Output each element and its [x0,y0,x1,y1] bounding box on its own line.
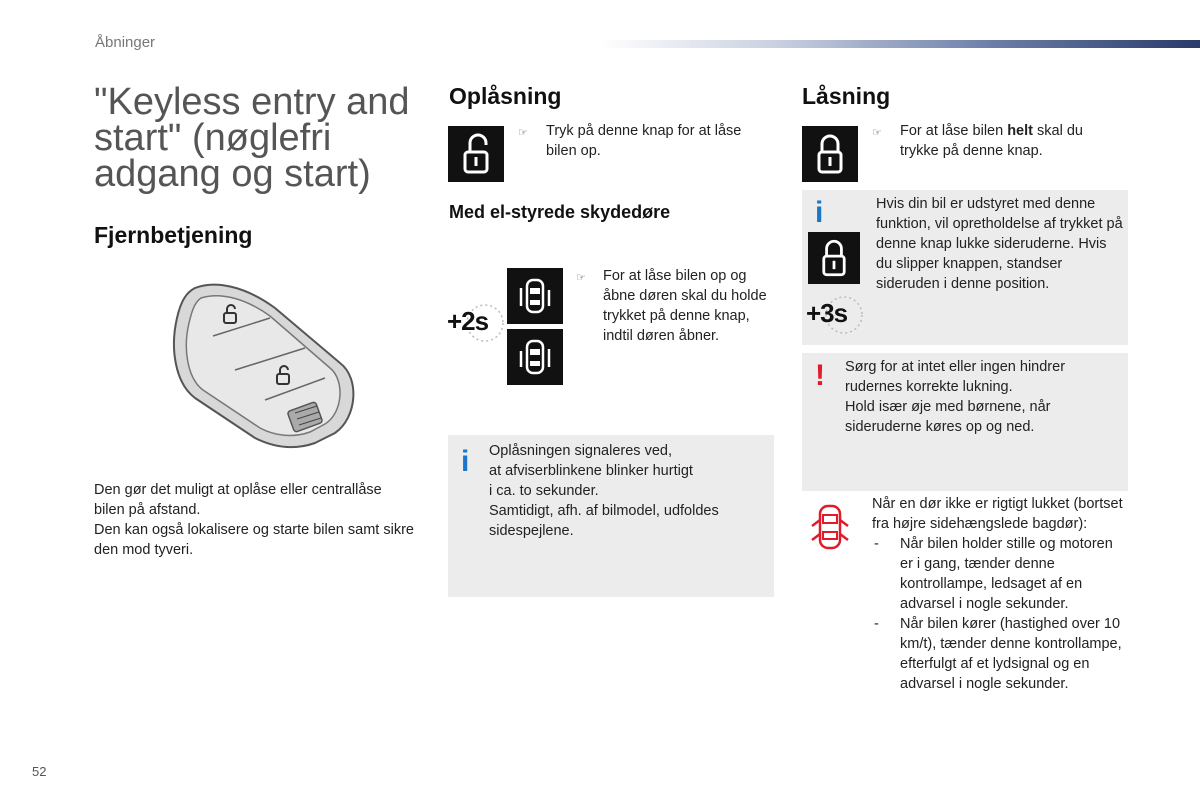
unlock-instruction: Tryk på denne knap for at låse bilen op. [546,123,742,159]
list-item: - Når bilen holder stille og motoren er i gang, tænder denne kontrollampe, ledsaget af en advarsel i nogle sekunder. [872,534,1128,614]
car-doors-icon [507,268,563,324]
lock-instruction-bold: helt [1007,123,1033,139]
door-open-warning-icon [808,500,852,556]
warning-box [802,353,1128,491]
section-label: Åbninger [95,34,156,51]
page-title: "Keyless entry and start" (nøglefri adgang og start) [94,81,410,195]
lock-instruction-pre: For at låse bilen [900,123,1008,139]
sliding-door-instruction: For at låse bilen op og åbne døren skal du holde trykket på denne knap, indtil døren åbner. [603,268,767,344]
bullet-icon: ☞ [518,127,528,139]
sliding-door-button-icon-2 [507,329,563,385]
key-fob-illustration [165,278,365,450]
padlock-open-icon [448,126,504,182]
bullet-icon: ☞ [576,272,586,284]
door-warning-list [872,534,1128,694]
info-icon: i [815,196,824,229]
info-line: sidespejlene. [489,523,574,539]
page-number: 52 [32,764,47,779]
info-line: i ca. to sekunder. [489,483,599,499]
header-bar [600,40,1200,48]
info-line: Oplåsningen signaleres ved, [489,443,672,459]
warning-line: Sørg for at intet eller ingen hindrer [845,359,1066,375]
timer-3s-label: +3s [806,298,848,328]
sliding-door-heading: Med el-styrede skydedøre [449,202,671,222]
info-icon: i [461,445,470,478]
info-line: at afviserblinkene blinker hurtigt [489,463,693,479]
lock-info-box [802,190,1128,345]
remote-description [94,480,414,560]
list-item: - Når bilen kører (hastighed over 10 km/t), tænder denne kontrollampe, efterfulgt af et lydsignal og en advarsel i nogle sekunder. [872,614,1128,694]
sliding-door-button-icon-1 [507,268,563,324]
lock-info-text: Hvis din bil er udstyret med denne funktion, vil opretholdelse af trykket på denne knap lukke sideruderne. Hvis du slipper knappen, standser sideruden i denne position. [876,196,1123,292]
door-warning-intro: Når en dør ikke er rigtigt lukket (bortset fra højre sidehængslede bagdør): [872,496,1123,532]
padlock-closed-icon [802,126,858,182]
remote-heading: Fjernbetjening [94,222,253,248]
warning-text [845,357,1123,437]
warning-line: sideruderne køres op og ned. [845,419,1035,435]
unlock-info-text [489,441,769,541]
timer-3s [806,292,864,338]
padlock-closed-icon [808,232,860,284]
unlock-button-icon [448,126,504,182]
info-line: Samtidigt, afh. af bilmodel, udfoldes [489,503,719,519]
warning-icon: ! [815,359,825,392]
unlock-heading: Oplåsning [449,83,562,109]
bullet-icon: ☞ [872,127,882,139]
lock-instruction [900,121,1115,161]
timer-2s-label: +2s [447,306,489,336]
remote-paragraph-1: Den gør det muligt at oplåse eller centrallåse bilen på afstand. [94,482,382,518]
lock-instruction-post: skal du trykke på denne knap. [900,123,1083,159]
warning-line: Hold især øje med børnene, når [845,399,1051,415]
door-warning-text [872,494,1128,694]
lock-button-icon-small [808,232,860,284]
remote-paragraph-2: Den kan også lokalisere og starte bilen samt sikre den mod tyveri. [94,522,414,558]
timer-2s [447,300,503,346]
car-doors-icon [507,329,563,385]
warning-line: rudernes korrekte lukning. [845,379,1013,395]
unlock-info-box [448,435,774,597]
lock-button-icon [802,126,858,182]
lock-heading: Låsning [802,83,891,109]
